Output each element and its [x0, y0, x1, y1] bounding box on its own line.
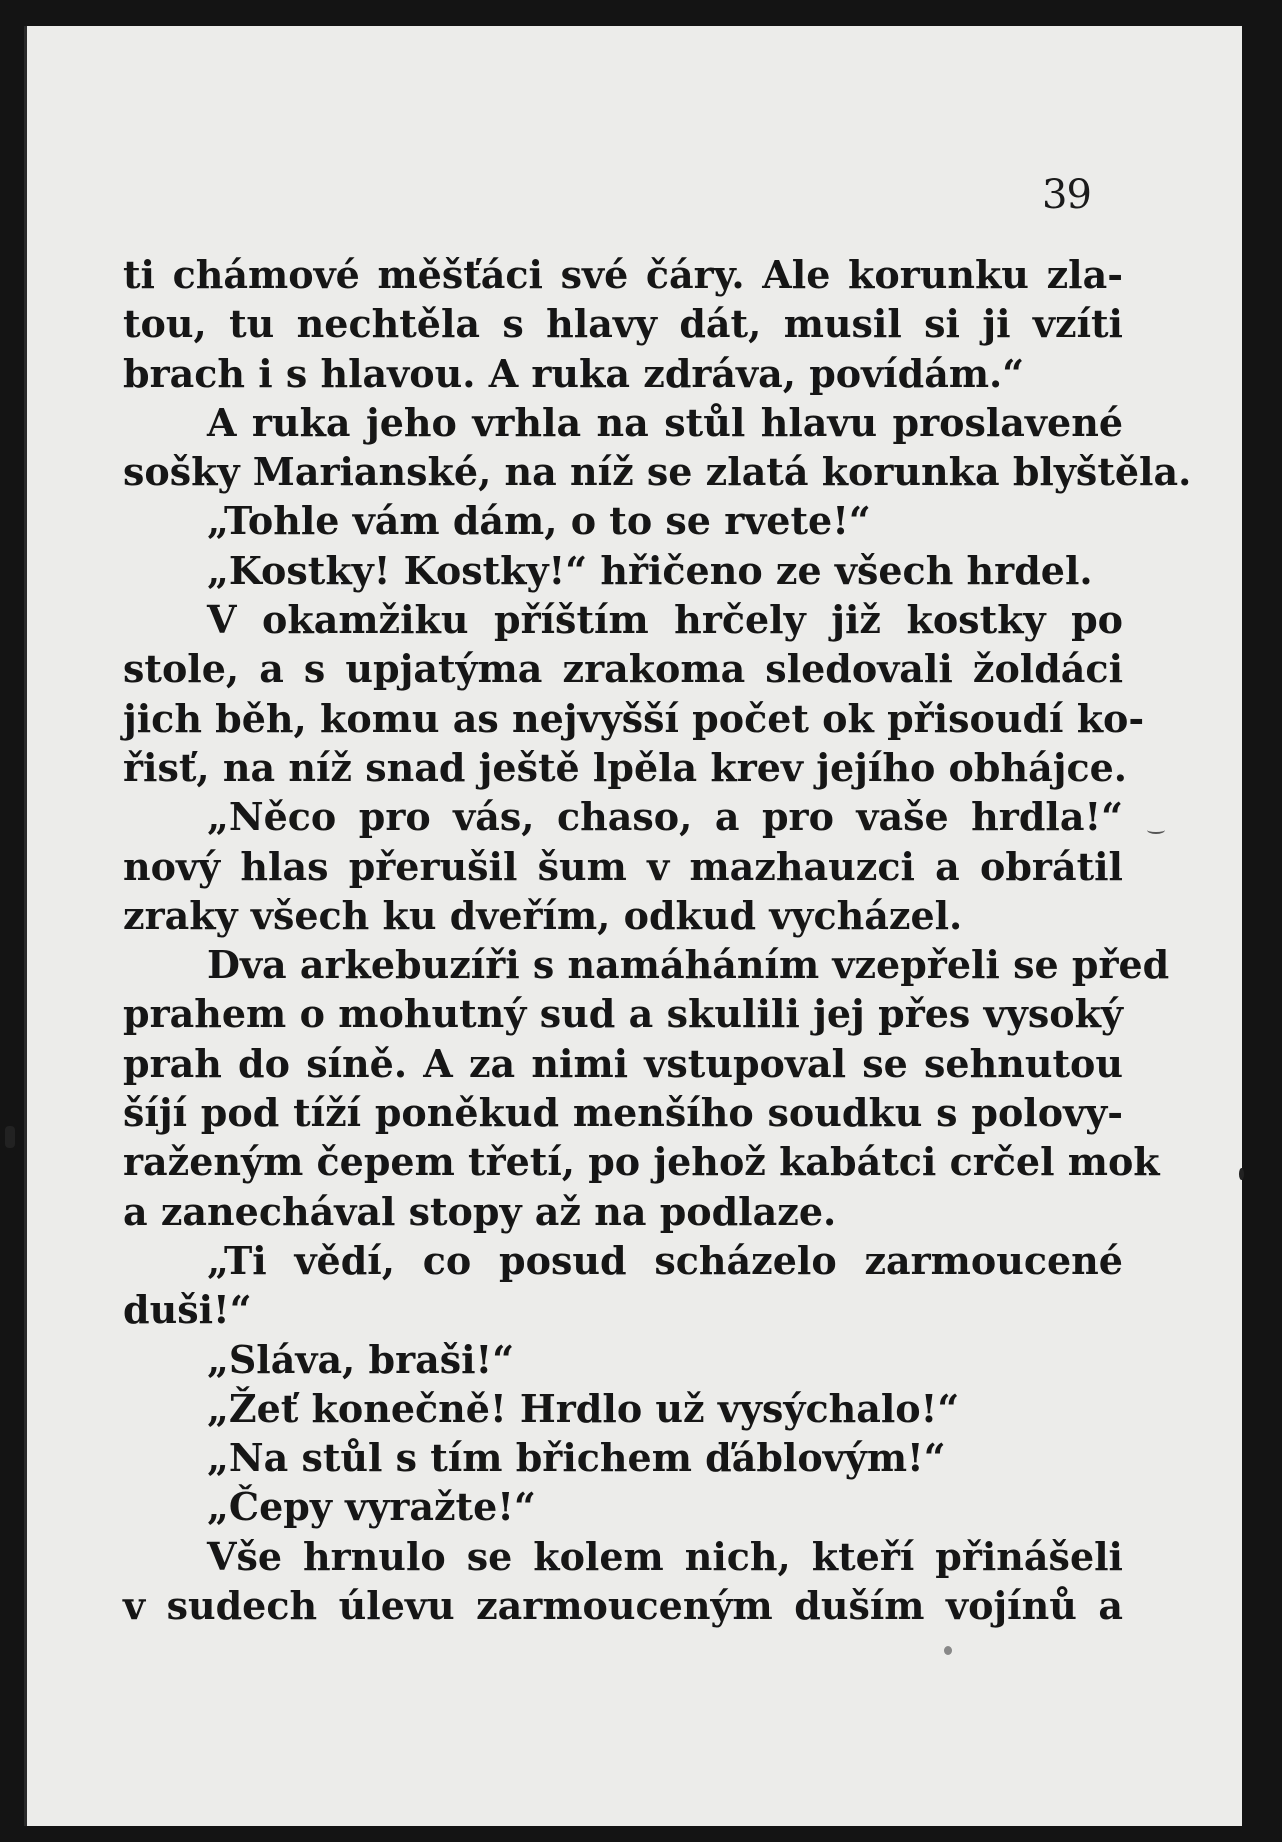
- text-line: „Na stůl s tím břichem ďáblovým!“: [207, 1435, 946, 1481]
- text-line: zraky všech ku dveřím, odkud vycházel.: [123, 892, 963, 938]
- text-line: tou, tu nechtěla s hlavy dát, musil si ji vzíti: [123, 301, 1123, 347]
- text-line: prah do síně. A za nimi vstupoval se sehnutou: [123, 1040, 1123, 1086]
- ink-speck: [5, 1126, 15, 1148]
- text-line: „Čepy vyražte!“: [207, 1484, 536, 1530]
- text-line: šíjí pod tíží poněkud menšího soudku s polovy-: [123, 1090, 1123, 1136]
- text-line: „Tohle vám dám, o to se rvete!“: [207, 498, 871, 544]
- text-line: Vše hrnulo se kolem nich, kteří přinášeli: [207, 1533, 1123, 1579]
- text-line: V okamžiku příštím hrčely již kostky po: [207, 597, 1123, 643]
- text-line: řisť, na níž snad ještě lpěla krev jejího obhájce.: [123, 744, 1128, 790]
- page-number: 39: [1042, 172, 1091, 218]
- text-line: „Sláva, braši!“: [207, 1336, 515, 1382]
- text-line: ti chámové měšťáci své čáry. Ale korunku zla-: [123, 252, 1123, 297]
- book-page: [24, 26, 1242, 1826]
- text-line: prahem o mohutný sud a skulili jej přes vysoký: [123, 991, 1123, 1037]
- ink-speck: [1147, 826, 1165, 834]
- text-line: „Něco pro vás, chaso, a pro vaše hrdla!“: [207, 794, 1123, 840]
- text-line: raženým čepem třetí, po jehož kabátci crčel mok: [123, 1139, 1160, 1185]
- text-line: sošky Marianské, na níž se zlatá korunka blyštěla.: [123, 449, 1192, 495]
- text-line: brach i s hlavou. A ruka zdráva, povídám.“: [123, 350, 1025, 396]
- text-line: duši!“: [123, 1287, 252, 1333]
- text-line: nový hlas přerušil šum v mazhauzci a obrátil: [123, 843, 1123, 889]
- text-line: jich běh, komu as nejvyšší počet ok přisoudí ko-: [123, 695, 1145, 741]
- body-text: [123, 250, 1192, 1630]
- text-line: „Žeť konečně! Hrdlo už vysýchalo!“: [207, 1385, 960, 1431]
- text-line: „Kostky! Kostky!“ hřičeno ze všech hrdel.: [207, 547, 1093, 593]
- ink-speck: [1239, 1168, 1244, 1180]
- ink-speck: [944, 1646, 952, 1655]
- text-line: „Ti vědí, co posud scházelo zarmoucené: [207, 1237, 1123, 1283]
- text-line: Dva arkebuzíři s namáháním vzepřeli se před: [207, 942, 1170, 988]
- text-line: stole, a s upjatýma zrakoma sledovali žoldáci: [123, 646, 1123, 692]
- text-line: a zanechával stopy až na podlaze.: [123, 1188, 837, 1234]
- text-line: A ruka jeho vrhla na stůl hlavu proslavené: [207, 399, 1123, 445]
- text-line: v sudech úlevu zarmouceným duším vojínů a: [123, 1583, 1123, 1629]
